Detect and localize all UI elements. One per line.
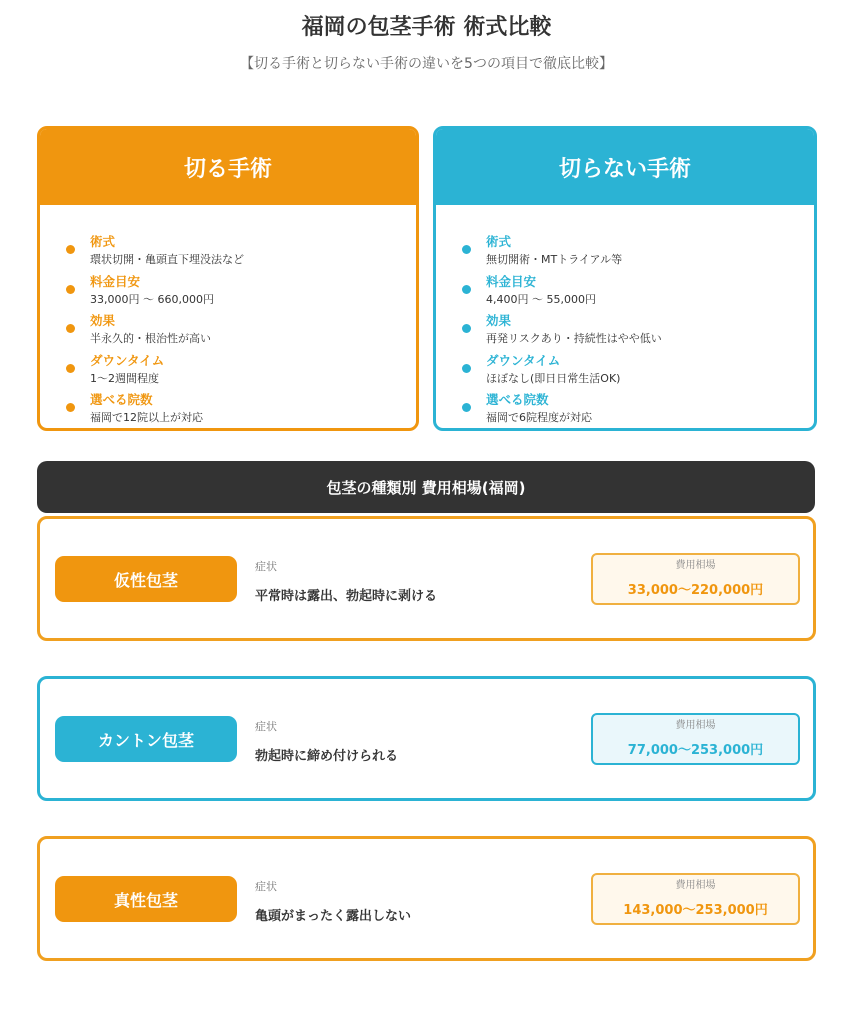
price-box: [591, 713, 800, 765]
symptom-label: 症状: [255, 720, 277, 733]
type-card-kasei: [37, 516, 816, 641]
type-badge: カントン包茎: [55, 716, 237, 762]
card-heading: 切らない手術: [436, 129, 814, 205]
list-item: [460, 352, 814, 392]
section-header: 包茎の種類別 費用相場(福岡): [37, 461, 815, 513]
item-value: 福岡で12院以上が対応: [90, 411, 203, 424]
list-item: [460, 233, 814, 273]
bullet-dot-icon: [462, 364, 471, 373]
bullet-dot-icon: [66, 324, 75, 333]
type-badge: 真性包茎: [55, 876, 237, 922]
item-label: 料金目安: [90, 273, 141, 289]
card-body: [40, 205, 416, 431]
item-label: 術式: [486, 234, 512, 249]
page-title: 福岡の包茎手術 術式比較: [301, 15, 552, 40]
price-label: 費用相場: [675, 720, 716, 731]
price-label: 費用相場: [675, 880, 716, 891]
list-item: [64, 273, 416, 313]
bullet-dot-icon: [462, 285, 471, 294]
type-card-shinsei: [37, 836, 816, 961]
bullet-dot-icon: [462, 324, 471, 333]
item-label: ダウンタイム: [486, 352, 561, 368]
symptom-label: 症状: [255, 880, 277, 893]
item-label: 選べる院数: [90, 392, 153, 407]
list-item: [64, 352, 416, 392]
list-item: [460, 312, 814, 352]
item-value: 1〜2週間程度: [90, 371, 159, 385]
list-item: [64, 312, 416, 352]
bullet-dot-icon: [66, 245, 75, 254]
price-value: 77,000〜253,000円: [627, 743, 764, 758]
price-value: 143,000〜253,000円: [623, 903, 768, 918]
bullet-dot-icon: [66, 364, 75, 373]
item-value: 福岡で6院程度が対応: [486, 411, 592, 424]
card-body: [436, 205, 814, 431]
bullet-dot-icon: [66, 285, 75, 294]
list-item: [64, 233, 416, 273]
list-item: [64, 391, 416, 431]
non-cutting-surgery-card: [433, 126, 817, 431]
card-heading: 切る手術: [40, 129, 416, 205]
price-label: 費用相場: [675, 560, 716, 571]
item-value: ほぼなし(即日日常生活OK): [486, 371, 621, 385]
type-card-kanton: [37, 676, 816, 801]
symptom-text: 亀頭がまったく露出しない: [255, 909, 412, 924]
list-item: [460, 273, 814, 313]
item-label: 選べる院数: [486, 392, 549, 407]
item-value: 半永久的・根治性が高い: [90, 332, 211, 345]
bullet-dot-icon: [462, 245, 471, 254]
symptom-label: 症状: [255, 560, 277, 573]
item-label: ダウンタイム: [90, 352, 165, 368]
page-subtitle: 【切る手術と切らない手術の違いを5つの項目で徹底比較】: [240, 56, 613, 72]
symptom-text: 平常時は露出、勃起時に剥ける: [255, 589, 438, 604]
symptom-text: 勃起時に締め付けられる: [255, 749, 399, 764]
cutting-surgery-card: [37, 126, 419, 431]
type-badge: 仮性包茎: [55, 556, 237, 602]
item-label: 料金目安: [486, 273, 537, 289]
item-label: 術式: [90, 234, 116, 249]
item-value: 再発リスクあり・持続性はやや低い: [486, 332, 662, 345]
item-value: 33,000円 〜 660,000円: [90, 292, 214, 306]
item-value: 無切開術・MTトライアル等: [486, 253, 623, 266]
bullet-dot-icon: [66, 403, 75, 412]
list-item: [460, 391, 814, 431]
item-label: 効果: [486, 313, 512, 328]
price-box: [591, 873, 800, 925]
price-value: 33,000〜220,000円: [627, 583, 764, 598]
item-label: 効果: [90, 313, 116, 328]
item-value: 環状切開・亀頭直下埋没法など: [90, 253, 244, 266]
item-value: 4,400円 〜 55,000円: [486, 292, 596, 306]
bullet-dot-icon: [462, 403, 471, 412]
price-box: [591, 553, 800, 605]
